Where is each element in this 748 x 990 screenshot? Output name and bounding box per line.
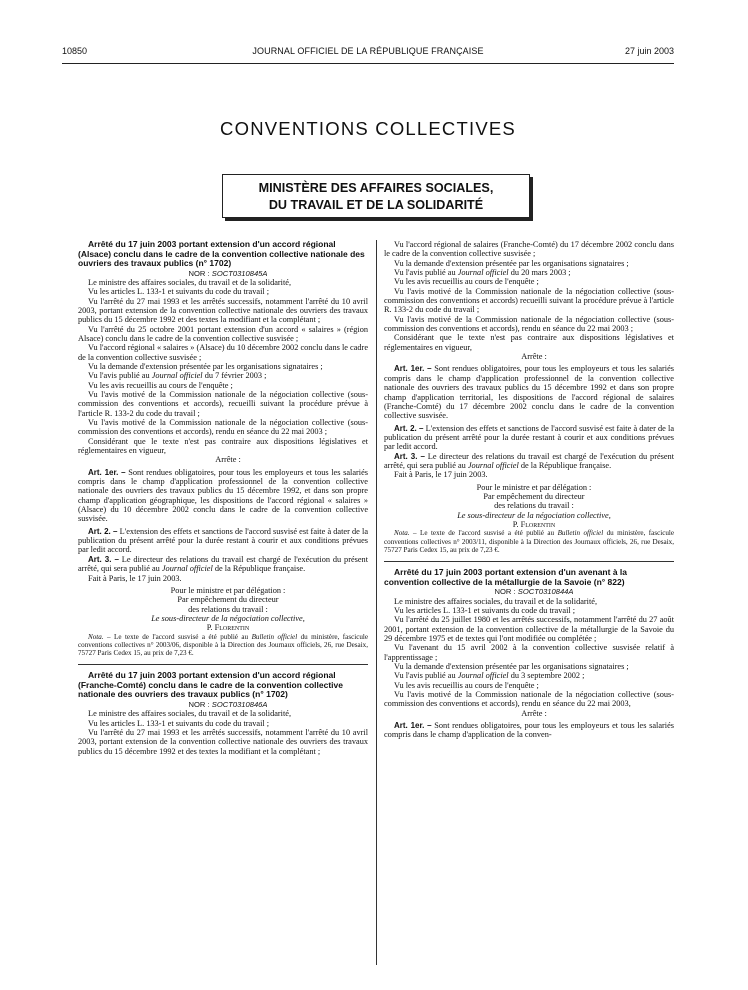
text-run: Sont rendues obligatoires, pour tous les employeurs et tous les salariés compris dans le champ d'application professionnel de la convention collective nationale des ouvriers des travaux publics du 15 décembre 1992 et dans son propre champ d'application territorial, les dispositions de l'accord régional de salaires (Franche-Comté) du 17 décembre 2002 conclu dans le cadre de la convention collective susvisée. <box>384 364 674 421</box>
text-run: Sont rendues obligatoires, pour tous les employeurs et tous les salariés compris dans le champ d'application de la conven- <box>384 721 674 740</box>
bulletin-ref: Bulletin officiel <box>557 529 604 538</box>
nor-reference <box>78 700 368 709</box>
article-number: Art. 3. – <box>394 451 425 461</box>
ministry-box <box>222 174 530 218</box>
paragraph: Vu l'avis motivé de la Commission nationale de la négociation collective (sous-commission des conventions et accords), rendu en séance du 22 mai 2003, <box>384 689 674 709</box>
text-run: L'extension des effets et sanctions de l'accord susvisé est faite à dater de la publication du présent arrêté pour la durée restant à courir et aux conditions prévues par ledit accord. <box>384 423 674 452</box>
paragraph: Considérant que le texte n'est pas contraire aux dispositions législatives et réglementaires en vigueur, <box>384 333 674 352</box>
signatory-title: Le sous-directeur de la négociation collective, <box>151 613 305 623</box>
text-run: Vu l'avis publié au <box>394 268 458 278</box>
text-run: Le directeur des relations du travail est chargé de l'exécution du présent arrêté, qui sera publié au <box>78 554 368 574</box>
article-paragraph <box>78 555 368 574</box>
right-column <box>384 240 674 740</box>
signature-line: Pour le ministre et par délégation : <box>170 585 286 595</box>
nor-reference <box>78 269 368 278</box>
paragraph <box>384 671 674 680</box>
article-number: Art. 1er. – <box>88 467 126 477</box>
bulletin-ref: Bulletin officiel <box>251 632 298 641</box>
paragraph: Vu l'avis motivé de la Commission nationale de la négociation collective (sous-commission des conventions et accords), rendu en séance du 22 mai 2003 ; <box>78 418 368 437</box>
paragraph: Vu les articles L. 133-1 et suivants du code du travail ; <box>88 287 270 297</box>
text-run: du 7 février 2003 ; <box>202 371 267 381</box>
nor-code: SOCT0310846A <box>211 699 268 709</box>
text-run: du ministère, fascicule conventions collectives n° 2003/06, disponible à la Direction des Journaux officiels, 26, rue Desaix, 75727 Paris Cedex 15, au prix de 7,23 €. <box>78 632 369 658</box>
paragraph: Vu l'arrêté du 27 mai 1993 et les arrêtés successifs, notamment l'arrêté du 10 avril 2003, portant extension de la convention collective nationale des ouvriers des travaux publics du 15 décembre 1992 et des textes la modifiant et la complétant ; <box>78 727 368 756</box>
article-paragraph <box>384 452 674 471</box>
journal-ref: Journal officiel <box>161 564 213 574</box>
arrete-label: Arrête : <box>521 708 547 718</box>
paragraph: Vu la demande d'extension présentée par les organisations signataires ; <box>394 258 629 268</box>
paragraph: Vu l'arrêté du 25 juillet 1980 et les arrêtés successifs, notamment l'arrêté du 27 août 2001, portant extension de la convention collective de la métallurgie de la Savoie du 29 décembre 1975 et de textes qui l'ont modifiée ou complétée ; <box>384 615 674 643</box>
paragraph: Vu l'avis motivé de la Commission nationale de la négociation collective (sous-commission des conventions et accords) recueilli suivant la procédure prévue à l'article R. 133-2 du code du travail ; <box>384 286 674 315</box>
text-run: de la République française. <box>212 564 306 574</box>
text-run: du ministère, fascicule conventions collectives n° 2003/11, disponible à la Direction des Journaux officiels, 26, rue Desaix, 75727 Paris Cedex 15, au prix de 7,23 €. <box>384 529 675 554</box>
ministry-line-2: DU TRAVAIL ET DE LA SOLIDARITÉ <box>268 198 484 212</box>
header-rule <box>62 63 674 64</box>
nor-code: SOCT0310845A <box>211 268 268 278</box>
signatory-name: P. Florentin <box>512 519 556 529</box>
article-number: Art. 2. – <box>88 526 118 536</box>
article-paragraph <box>384 364 674 420</box>
journal-ref: Journal officiel <box>467 460 519 470</box>
article-paragraph <box>384 721 674 740</box>
paragraph: Vu l'accord régional « salaires » (Alsace) du 10 décembre 2002 conclu dans le cadre de la convention collective susvisée ; <box>78 343 368 362</box>
nor-label: NOR : <box>188 699 210 709</box>
text-run: Le texte de l'accord susvisé a été publié au <box>110 632 252 641</box>
journal-ref: Journal officiel <box>151 371 203 381</box>
signatory-title: Le sous-directeur de la négociation collective, <box>457 510 611 520</box>
paragraph: Vu l'arrêté du 27 mai 1993 et les arrêtés successifs, notamment l'arrêté du 10 avril 2003, portant extension de la convention collective nationale des ouvriers des travaux publics du 15 décembre 1992 et des textes la modifiant et la complétant ; <box>78 296 368 325</box>
text-run: Le directeur des relations du travail est chargé de l'exécution du présent arrêté, qui sera publié au <box>384 451 674 470</box>
article-number: Art. 3. – <box>88 554 119 564</box>
article-number: Art. 2. – <box>394 423 424 433</box>
nota-note <box>384 529 674 554</box>
paragraph: Vu l'avis motivé de la Commission nationale de la négociation collective (sous-commission des conventions et accords), recueilli suivant la procédure prévue à l'article R. 133-2 du code du travail ; <box>78 389 368 418</box>
paragraph: Vu la demande d'extension présentée par les organisations signataires ; <box>88 361 323 371</box>
text-run: de la République française. <box>518 460 612 470</box>
text-run: L'extension des effets et sanctions de l'accord susvisé est faite à dater de la publication du présent arrêté pour la durée restant à courir et aux conditions prévues par ledit accord. <box>78 526 368 555</box>
signature-line: des relations du travail : <box>494 501 574 511</box>
paragraph: Le ministre des affaires sociales, du travail et de la solidarité, <box>88 709 292 719</box>
nota-label: Nota. – <box>88 632 111 641</box>
paragraph: Vu les avis recueillis au cours de l'enquête ; <box>394 680 539 690</box>
nor-code: SOCT0310844A <box>517 587 574 597</box>
article-paragraph <box>384 424 674 452</box>
article-paragraph <box>78 468 368 524</box>
signature-line: Par empêchement du directeur <box>483 491 585 501</box>
signature-line: des relations du travail : <box>188 604 268 614</box>
paragraph: Le ministre des affaires sociales, du travail et de la solidarité, <box>88 277 292 287</box>
text-run: Le texte de l'accord susvisé a été publié au <box>416 529 558 538</box>
paragraph: Vu l'avenant du 15 avril 2002 à la convention collective susvisée relatif à l'apprentissage ; <box>384 643 674 662</box>
signature-line: Par empêchement du directeur <box>177 595 279 605</box>
paragraph: Vu les articles L. 133-1 et suivants du code du travail ; <box>88 718 270 728</box>
nor-label: NOR : <box>494 587 516 597</box>
journal-title: JOURNAL OFFICIEL DE LA RÉPUBLIQUE FRANÇAISE <box>252 46 484 56</box>
text-run: du 20 mars 2003 ; <box>508 268 571 278</box>
paragraph: Vu l'accord régional de salaires (Franche-Comté) du 17 décembre 2002 conclu dans le cadre de la convention collective susvisée ; <box>384 240 674 259</box>
left-column <box>78 240 368 756</box>
section-title: CONVENTIONS COLLECTIVES <box>220 118 516 139</box>
ministry-line-1: MINISTÈRE DES AFFAIRES SOCIALES, <box>258 181 494 195</box>
journal-ref: Journal officiel <box>457 268 509 278</box>
paragraph: Vu les avis recueillis au cours de l'enquête ; <box>394 277 539 287</box>
section-rule <box>384 561 674 562</box>
nor-label: NOR : <box>188 268 210 278</box>
arrete-label: Arrête : <box>521 352 547 362</box>
signatory-name: P. Florentin <box>206 623 250 633</box>
paragraph: Vu les articles L. 133-1 et suivants du code du travail ; <box>394 605 576 615</box>
running-header <box>62 46 674 58</box>
paragraph <box>78 371 368 380</box>
paragraph: Vu l'arrêté du 25 octobre 2001 portant extension d'un accord « salaires » (région Alsace) conclu dans le cadre de la convention collective susvisée ; <box>78 324 368 343</box>
paragraph: Fait à Paris, le 17 juin 2003. <box>88 573 182 583</box>
journal-ref: Journal officiel <box>457 671 509 681</box>
signature-line: Pour le ministre et par délégation : <box>476 482 592 492</box>
article-number: Art. 1er. – <box>394 721 432 731</box>
paragraph <box>384 268 674 277</box>
article-paragraph <box>78 527 368 555</box>
article-number: Art. 1er. – <box>394 364 432 374</box>
page-number: 10850 <box>62 46 88 56</box>
text-run: Vu l'avis publié au <box>394 671 458 681</box>
column-divider <box>376 240 377 965</box>
nota-note <box>78 633 368 658</box>
paragraph: Le ministre des affaires sociales, du travail et de la solidarité, <box>394 596 598 606</box>
nor-reference <box>384 587 674 596</box>
nota-label: Nota. – <box>394 529 417 538</box>
paragraph: Vu la demande d'extension présentée par les organisations signataires ; <box>394 661 629 671</box>
issue-date: 27 juin 2003 <box>624 46 674 56</box>
text-run: du 3 septembre 2002 ; <box>508 671 585 681</box>
text-run: Vu l'avis publié au <box>88 371 152 381</box>
section-rule <box>78 664 368 665</box>
paragraph: Vu les avis recueillis au cours de l'enquête ; <box>88 380 233 390</box>
paragraph: Vu l'avis motivé de la Commission nationale de la négociation collective (sous-commission des conventions et accords), rendu en séance du 22 mai 2003 ; <box>384 314 674 334</box>
paragraph: Fait à Paris, le 17 juin 2003. <box>394 470 488 480</box>
paragraph: Considérant que le texte n'est pas contraire aux dispositions législatives et réglementaires en vigueur, <box>78 436 368 456</box>
article-heading: Arrêté du 17 juin 2003 portant extension d'un accord régional (Franche-Comté) conclu dans le cadre de la convention collective nationale des ouvriers des travaux publics (n° 1702) <box>78 670 343 700</box>
article-heading: Arrêté du 17 juin 2003 portant extension d'un avenant à la convention collective de la métallurgie de la Savoie (n° 822) <box>384 567 627 587</box>
article-heading: Arrêté du 17 juin 2003 portant extension d'un accord régional (Alsace) conclu dans le cadre de la convention collective nationale des ouvriers des travaux publics (n° 1702) <box>78 239 365 268</box>
arrete-label: Arrête : <box>215 455 241 465</box>
text-run: Sont rendues obligatoires, pour tous les employeurs et tous les salariés compris dans le champ d'application professionnel de la convention collective nationale des ouvriers des travaux publics du 15 décembre 1992, et dans son propre champ d'application géographique, les dispositions de l'accord régional « salaires » (Alsace) du 10 décembre 2002 conclu dans le cadre de la convention collective susvisée. <box>78 467 368 524</box>
